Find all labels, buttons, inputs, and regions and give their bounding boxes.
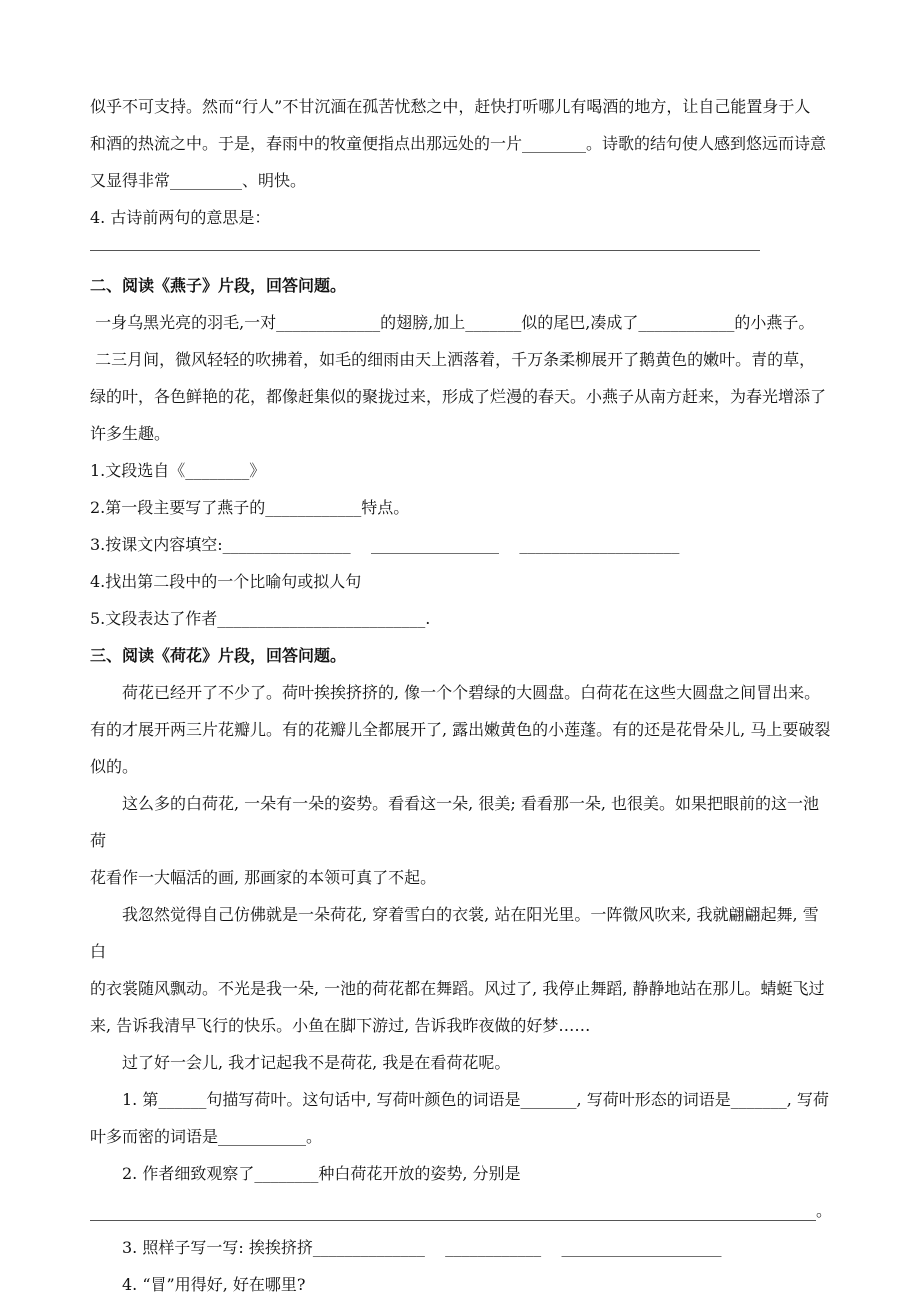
section-3-heading: 三、阅读《荷花》片段，回答问题。 (90, 646, 347, 665)
lotus-question-2: 2. 作者细致观察了________种白荷花开放的姿势, 分别是 (122, 1164, 521, 1183)
swallow-question-5: 5.文段表达了作者__________________________. (90, 609, 431, 628)
lotus-paragraph-3-line-3: 来, 告诉我清早飞行的快乐。小鱼在脚下游过, 告诉我昨夜做的好梦…… (90, 1016, 591, 1035)
answer-line (90, 250, 760, 251)
lotus-paragraph-4: 过了好一会儿, 我才记起我不是荷花, 我是在看荷花呢。 (122, 1053, 511, 1072)
lotus-paragraph-1-line-2: 有的才展开两三片花瓣儿。有的花瓣儿全都展开了, 露出嫩黄色的小莲蓬。有的还是花骨朵儿, 马上要破裂 (90, 720, 831, 739)
lotus-question-2-answer-row (90, 1192, 832, 1229)
lotus-paragraph-2-line-1: 这么多的白荷花, 一朵有一朵的姿势。看看这一朵, 很美; 看看那一朵, 也很美。如果把眼前的这一池荷 (90, 794, 819, 850)
lotus-question-3: 3. 照样子写一写: 挨挨挤挤______________ ____________ ____________________ (122, 1238, 722, 1257)
swallow-question-3: 3.按课文内容填空:________________ ________________ ____________________ (90, 535, 680, 554)
swallow-paragraph-2-line-2: 绿的叶，各色鲜艳的花，都像赶集似的聚拢过来，形成了烂漫的春天。小燕子从南方赶来，为春光增添了 (90, 387, 827, 406)
answer-line (90, 1220, 816, 1221)
lotus-paragraph-2-line-2: 花看作一大幅活的画, 那画家的本领可真了不起。 (90, 868, 437, 887)
worksheet-page (90, 88, 832, 1303)
swallow-paragraph-2-line-1: 二三月间，微风轻轻的吹拂着，如毛的细雨由天上洒落着，千万条柔柳展开了鹅黄色的嫩叶。青的草， (90, 350, 816, 369)
section-2-heading: 二、阅读《燕子》片段，回答问题。 (90, 276, 347, 295)
lotus-question-1-line-1: 1. 第______句描写荷叶。这句话中, 写荷叶颜色的词语是_______, 写荷叶形态的词语是_______, 写荷 (122, 1090, 829, 1109)
lotus-question-4: 4. “冒”用得好, 好在哪里? (122, 1275, 306, 1294)
poem-analysis-line-3: 又显得非常_________、明快。 (90, 171, 307, 190)
lotus-question-1-line-2: 叶多而密的词语是___________。 (90, 1127, 323, 1146)
swallow-question-4: 4.找出第二段中的一个比喻句或拟人句 (90, 572, 362, 591)
lotus-paragraph-1-line-1: 荷花已经开了不少了。荷叶挨挨挤挤的, 像一个个碧绿的大圆盘。白荷花在这些大圆盘之间冒出来。 (122, 683, 821, 702)
swallow-question-1: 1.文段选自《________》 (90, 461, 266, 480)
question-4-poem-meaning: 4. 古诗前两句的意思是： (90, 208, 271, 227)
lotus-paragraph-3-line-1: 我忽然觉得自己仿佛就是一朵荷花, 穿着雪白的衣裳, 站在阳光里。一阵微风吹来, 我就翩翩起舞, 雪白 (90, 905, 819, 961)
lotus-paragraph-1-line-3: 似的。 (90, 757, 139, 776)
poem-analysis-line-1: 似乎不可支持。然而“行人”不甘沉湎在孤苦忧愁之中，赶快打听哪儿有喝酒的地方，让自己能置身于人 (90, 97, 811, 116)
swallow-question-2: 2.第一段主要写了燕子的____________特点。 (90, 498, 410, 517)
lotus-paragraph-3-line-2: 的衣裳随风飘动。不光是我一朵, 一池的荷花都在舞蹈。风过了, 我停止舞蹈, 静静地站在那儿。蜻蜓飞过 (90, 979, 825, 998)
poem-analysis-line-2: 和酒的热流之中。于是，春雨中的牧童便指点出那远处的一片________。诗歌的结句使人感到悠远而诗意 (90, 134, 827, 153)
swallow-paragraph-1: 一身乌黑光亮的羽毛,一对_____________的翅膀,加上_______似的尾巴,凑成了____________的小燕子。 (90, 313, 815, 332)
swallow-paragraph-2-line-3: 许多生趣。 (90, 424, 171, 443)
answer-line-period: 。 (815, 1201, 832, 1220)
